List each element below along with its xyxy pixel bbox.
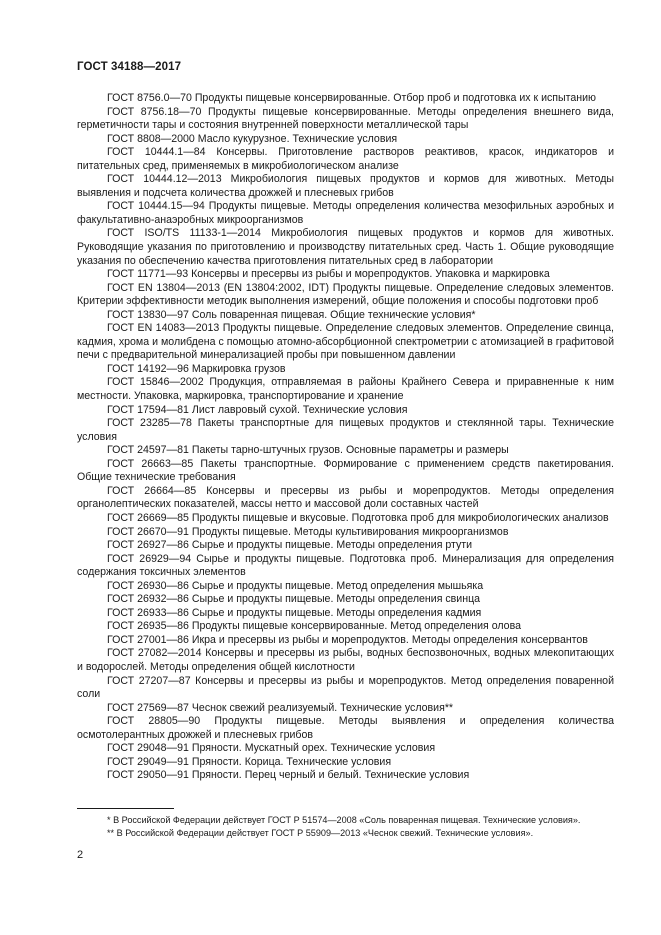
standard-reference: ГОСТ EN 13804—2013 (EN 13804:2002, IDT) Продукты пищевые. Определение следовых элементов. Критерии эффективности методик выполнения измерений, общие положения и способы подготовки проб: [77, 281, 614, 308]
standard-reference: ГОСТ 26932—86 Сырье и продукты пищевые. Методы определения свинца: [107, 593, 481, 606]
standard-reference: ГОСТ 27082—2014 Консервы и пресервы из рыбы, водных беспозвоночных, водных млекопитающих и водорослей. Методы определения общей кислотности: [77, 647, 614, 673]
document-header-title: ГОСТ 34188—2017: [77, 61, 182, 73]
standard-reference: ГОСТ 26933—86 Сырье и продукты пищевые. Методы определения кадмия: [107, 606, 482, 619]
standard-reference: ГОСТ 26670—91 Продукты пищевые. Методы культивирования микроорганизмов: [107, 525, 509, 538]
standard-reference: ГОСТ 24597—81 Пакеты тарно-штучных грузов. Основные параметры и размеры: [107, 444, 509, 457]
standard-reference: ГОСТ 15846—2002 Продукция, отправляемая в районы Крайнего Севера и приравненные к ним местности. Упаковка, маркировка, транспортирование и хранение: [77, 376, 614, 403]
standard-reference: ГОСТ 26935—86 Продукты пищевые консервированные. Метод определения олова: [107, 620, 521, 633]
standard-reference: ГОСТ 26664—85 Консервы и пресервы из рыбы и морепродуктов. Методы определения органолептических показателей, массы нетто и массовой доли составных частей: [77, 484, 614, 511]
standard-reference: ГОСТ 26669—85 Продукты пищевые и вкусовые. Подготовка проб для микробиологических анализов: [107, 511, 609, 524]
standard-reference: ГОСТ 17594—81 Лист лавровый сухой. Технические условия: [107, 403, 408, 416]
standards-reference-list: [77, 92, 614, 783]
footnote: * В Российской Федерации действует ГОСТ Р 51574—2008 «Соль поваренная пищевая. Технические условия».: [107, 815, 581, 825]
standard-reference: ГОСТ 29050—91 Пряности. Перец черный и белый. Технические условия: [107, 769, 470, 782]
footnotes: [77, 814, 614, 840]
standard-reference: ГОСТ ISO/TS 11133-1—2014 Микробиология пищевых продуктов и кормов для животных. Руководящие указания по приготовлению и производству питательных сред. Часть 1. Общие руководящие указания по обеспечению качества приготовления питательных сред в лаборатории: [77, 227, 614, 267]
standard-reference: ГОСТ 26927—86 Сырье и продукты пищевые. Методы определения ртути: [107, 539, 473, 552]
standard-reference: ГОСТ 23285—78 Пакеты транспортные для пищевых продуктов и стеклянной тары. Технические условия: [77, 417, 614, 443]
standard-reference: ГОСТ 29049—91 Пряности. Корица. Технические условия: [107, 755, 392, 768]
page-number: 2: [77, 849, 84, 861]
standard-reference: ГОСТ 10444.12—2013 Микробиология пищевых продуктов и кормов для животных. Методы выявления и подсчета количества дрожжей и плесневых грибов: [77, 173, 614, 199]
standard-reference: ГОСТ 26929—94 Сырье и продукты пищевые. Подготовка проб. Минерализация для определения содержания токсичных элементов: [77, 552, 614, 579]
footnote: ** В Российской Федерации действует ГОСТ Р 55909—2013 «Чеснок свежий. Технические условия».: [107, 828, 534, 838]
standard-reference: ГОСТ 27001—86 Икра и пресервы из рыбы и морепродуктов. Методы определения консервантов: [107, 633, 588, 646]
standard-reference: ГОСТ 13830—97 Соль поваренная пищевая. Общие технические условия*: [107, 308, 476, 321]
standard-reference: ГОСТ 27207—87 Консервы и пресервы из рыбы и морепродуктов. Метод определения поваренной соли: [77, 674, 614, 701]
footnote-divider: [77, 808, 174, 809]
standard-reference: ГОСТ 26930—86 Сырье и продукты пищевые. Метод определения мышьяка: [107, 579, 484, 592]
standard-reference: ГОСТ 8756.0—70 Продукты пищевые консервированные. Отбор проб и подготовка их к испытанию: [107, 92, 596, 104]
standard-reference: ГОСТ 27569—87 Чеснок свежий реализуемый. Технические условия**: [107, 701, 454, 714]
standard-reference: ГОСТ 10444.15—94 Продукты пищевые. Методы определения количества мезофильных аэробных и факультативно-анаэробных микроорганизмов: [77, 200, 614, 226]
standard-reference: ГОСТ 8808—2000 Масло кукурузное. Технические условия: [107, 132, 398, 145]
standard-reference: ГОСТ 10444.1—84 Консервы. Приготовление растворов реактивов, красок, индикаторов и питательных сред, применяемых в микробиологическом анализе: [77, 146, 614, 172]
standard-reference: ГОСТ EN 14083—2013 Продукты пищевые. Определение следовых элементов. Определение свинца, кадмия, хрома и молибдена с помощью атомно-абсорбционной спектрометрии с атомизацией в графитовой печи с предварительной минерализацией пробы при повышенном давлении: [77, 322, 614, 362]
standard-reference: ГОСТ 26663—85 Пакеты транспортные. Формирование с применением средств пакетирования. Общие технические требования: [77, 457, 614, 484]
standard-reference: ГОСТ 8756.18—70 Продукты пищевые консервированные. Методы определения внешнего вида, герметичности тары и состояния внутренней поверхности металлической тары: [77, 105, 614, 132]
standard-reference: ГОСТ 28805—90 Продукты пищевые. Методы выявления и определения количества осмотолерантных дрожжей и плесневых грибов: [77, 715, 614, 741]
standard-reference: ГОСТ 11771—93 Консервы и пресервы из рыбы и морепродуктов. Упаковка и маркировка: [107, 268, 550, 281]
standard-reference: ГОСТ 29048—91 Пряности. Мускатный орех. Технические условия: [107, 742, 436, 755]
standard-reference: ГОСТ 14192—96 Маркировка грузов: [107, 362, 286, 375]
